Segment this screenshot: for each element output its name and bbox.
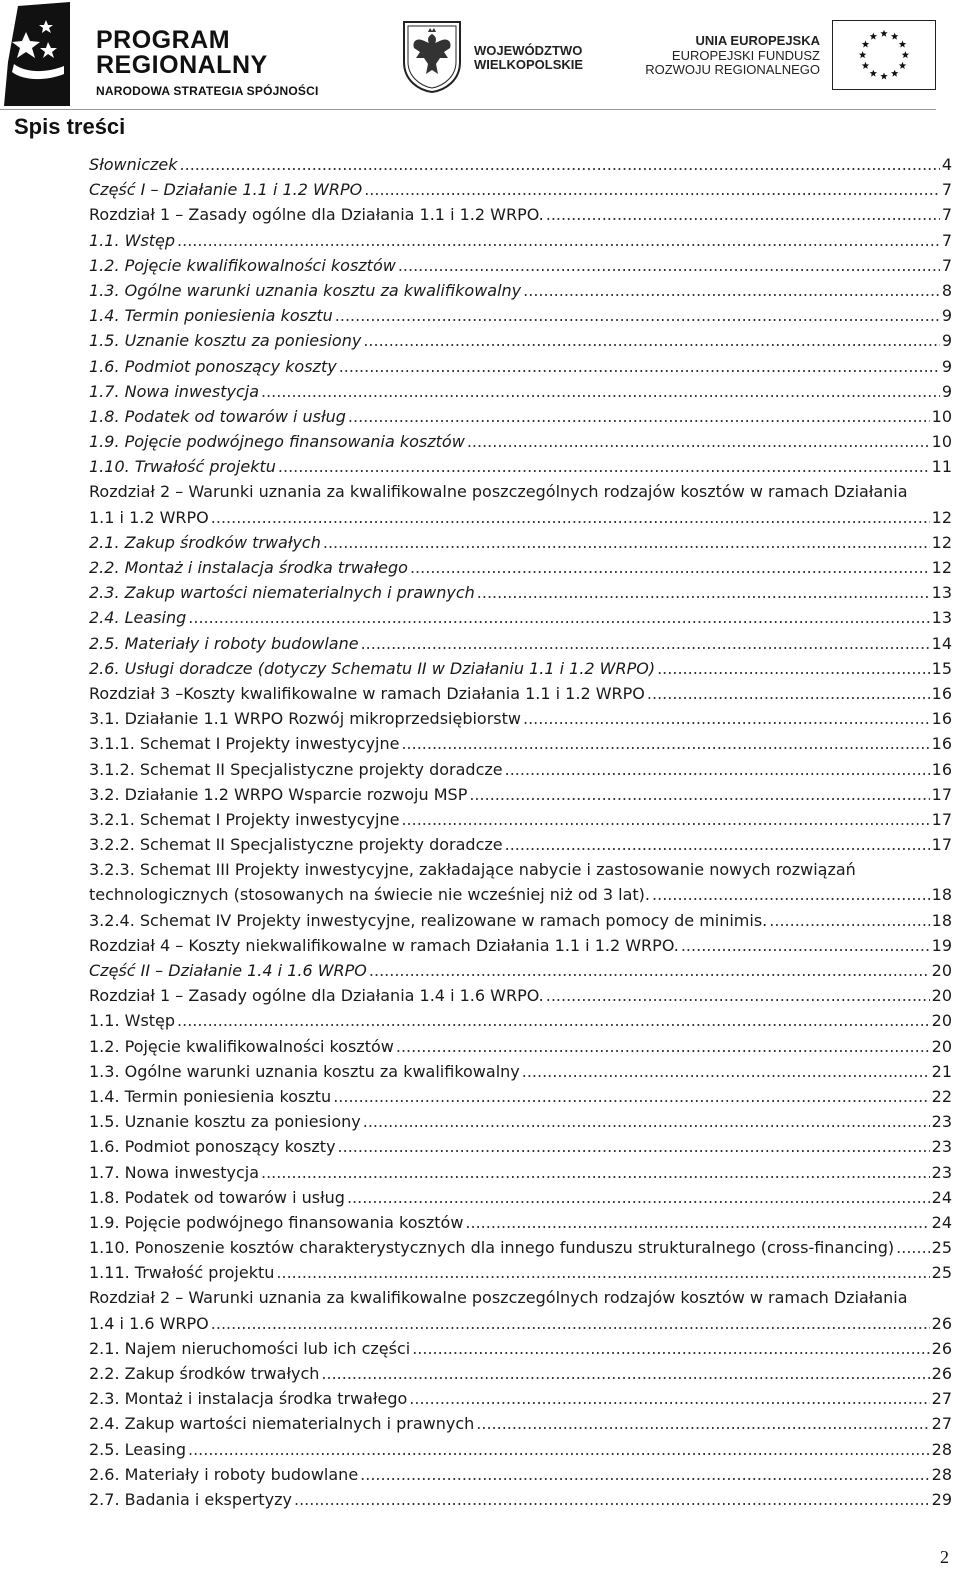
toc-entry-title: 3.2. Działanie 1.2 WRPO Wsparcie rozwoju MSP [89, 784, 468, 804]
toc-entry-leader [401, 807, 929, 832]
toc-entry-title: 1.1 i 1.2 WRPO [89, 507, 209, 527]
toc-entry-title: 1.10. Ponoszenie kosztów charakterystycznych dla innego funduszu strukturalnego (cross-financing) [89, 1238, 895, 1258]
toc-entry-page: 18 [931, 885, 952, 905]
toc-entry-page: 12 [931, 532, 952, 552]
toc-entry[interactable] [89, 328, 952, 353]
toc-entry[interactable] [89, 479, 952, 504]
eu-star-icon [899, 40, 906, 47]
toc-entry-leader [211, 1311, 930, 1336]
toc-entry[interactable] [89, 1411, 952, 1436]
toc-entry-leader [364, 177, 940, 202]
toc-entry[interactable] [89, 1260, 952, 1285]
eu-star-icon [891, 33, 898, 40]
wielkopolska-crest-icon [400, 18, 464, 94]
toc-entry-leader [657, 656, 930, 681]
toc-entry[interactable] [89, 605, 952, 630]
toc-entry-leader [177, 1008, 930, 1033]
toc-entry-leader [261, 1160, 930, 1185]
toc-entry-leader [769, 908, 929, 933]
toc-entry[interactable] [89, 202, 952, 227]
toc-entry-leader [363, 1109, 930, 1134]
toc-entry-page: 10 [931, 406, 952, 426]
program-regionalny-logo [4, 2, 72, 106]
toc-entry-leader [896, 1235, 929, 1260]
toc-entry-title: 3.1.1. Schemat I Projekty inwestycyjne [89, 734, 400, 754]
toc-entry-page: 13 [931, 608, 952, 628]
toc-entry-title: 2.6. Materiały i roboty budowlane [89, 1464, 359, 1484]
toc-entry[interactable] [89, 1437, 952, 1462]
toc-entry[interactable] [89, 1185, 952, 1210]
toc-entry-title: 1.7. Nowa inwestycja [89, 381, 259, 401]
toc-entry[interactable] [89, 681, 952, 706]
toc-entry[interactable] [89, 832, 952, 857]
eu-flag-icon [832, 20, 936, 90]
toc-entry-leader [333, 1084, 929, 1109]
toc-entry-page: 18 [931, 910, 952, 930]
toc-entry[interactable] [89, 1487, 952, 1512]
toc-entry[interactable] [89, 1134, 952, 1159]
toc-entry[interactable] [89, 228, 952, 253]
toc-entry-page: 26 [931, 1364, 952, 1383]
toc-entry-leader [276, 1260, 929, 1285]
toc-entry[interactable] [89, 958, 952, 983]
toc-entry-title: 2.7. Badania i ekspertyzy [89, 1489, 292, 1509]
toc-entry-page: 9 [941, 306, 952, 326]
toc-entry-leader [339, 354, 940, 379]
toc-entry-page: 25 [931, 1238, 952, 1258]
program-regionalny-text [96, 28, 319, 98]
toc-entry[interactable] [89, 731, 952, 756]
toc-entry-leader [398, 253, 940, 278]
toc-entry-leader [180, 152, 940, 177]
toc-entry[interactable] [89, 757, 952, 782]
toc-entry-leader [546, 202, 940, 227]
toc-entry-title: 1.2. Pojęcie kwalifikowalności kosztów [89, 255, 396, 275]
toc-entry-title: technologicznych (stosowanych na świecie nie wcześniej niż od 3 lat). [89, 885, 651, 905]
toc-entry-title: Rozdział 3 –Koszty kwalifikowalne w ramach Działania 1.1 i 1.2 WRPO [89, 683, 645, 703]
eu-star-icon [880, 30, 887, 37]
toc-entry-title: 1.4. Termin poniesienia kosztu [89, 1086, 332, 1106]
toc-entry-leader [323, 530, 930, 555]
toc-entry-title: 2.4. Leasing [89, 608, 187, 628]
toc-entry[interactable] [89, 1084, 952, 1109]
toc-entry-leader [465, 1210, 929, 1235]
page-number: 2 [940, 1547, 949, 1567]
toc-entry-leader [278, 454, 930, 479]
toc-entry-leader [681, 933, 930, 958]
toc-entry[interactable] [89, 1336, 952, 1361]
toc-entry-title: 1.9. Pojęcie podwójnego finansowania kosztów [89, 1212, 464, 1232]
toc-entry-title: 1.8. Podatek od towarów i usług [89, 1187, 345, 1207]
toc-entry[interactable] [89, 1235, 952, 1260]
toc-entry-title: 2.6. Usługi doradcze (dotyczy Schematu II w Działaniu 1.1 i 1.2 WRPO) [89, 658, 656, 678]
toc-entry-title: 2.2. Zakup środków trwałych [89, 1364, 320, 1383]
toc-entry[interactable] [89, 505, 952, 530]
toc-entry-title: 2.5. Leasing [89, 1439, 186, 1459]
toc-entry-leader [338, 1134, 930, 1159]
toc-entry[interactable] [89, 1059, 952, 1084]
header-divider [0, 109, 936, 110]
toc-entry-page: 7 [941, 255, 952, 275]
toc-entry[interactable] [89, 530, 952, 555]
eu-star-icon [859, 51, 866, 58]
toc-entry-page: 23 [931, 1137, 952, 1157]
toc-entry-title: Rozdział 1 – Zasady ogólne dla Działania 1.4 i 1.6 WRPO. [89, 986, 544, 1006]
toc-entry[interactable] [89, 303, 952, 328]
toc-entry-page: 10 [931, 432, 952, 452]
toc-entry[interactable] [89, 656, 952, 681]
toc-entry[interactable] [89, 1210, 952, 1235]
toc-entry-title: 3.2.2. Schemat II Specjalistyczne projekty doradcze [89, 835, 503, 855]
eu-line-1: UNIA EUROPEJSKA [695, 33, 820, 48]
toc-entry[interactable] [89, 782, 952, 807]
eu-star-icon [862, 62, 869, 69]
toc-entry-page: 20 [931, 1036, 952, 1056]
toc-entry-leader [211, 505, 930, 530]
toc-entry-page: 29 [931, 1489, 952, 1509]
toc-entry-title: 3.2.4. Schemat IV Projekty inwestycyjne, realizowane w ramach pomocy de minimis. [89, 910, 768, 930]
toc-entry-title: 1.3. Ogólne warunki uznania kosztu za kwalifikowalny [89, 1061, 520, 1081]
toc-entry-page: 9 [941, 381, 952, 401]
toc-entry[interactable] [89, 580, 952, 605]
toc-entry-page: 9 [941, 356, 952, 376]
toc-entry[interactable] [89, 555, 952, 580]
toc-entry-page: 19 [931, 935, 952, 955]
eu-star-icon [870, 33, 877, 40]
toc-entry[interactable] [89, 807, 952, 832]
toc-entry-title: 3.1.2. Schemat II Specjalistyczne projekty doradcze [89, 759, 503, 779]
toc-entry-title: Rozdział 2 – Warunki uznania za kwalifikowalne poszczególnych rodzajów kosztów w ramach Działania [89, 1288, 908, 1308]
eu-line-2: EUROPEJSKI FUNDUSZ [671, 47, 820, 63]
toc-entry-page: 4 [941, 155, 952, 174]
toc-entry-title: 1.2. Pojęcie kwalifikowalności kosztów [89, 1036, 394, 1056]
program-line-1: PROGRAM [96, 26, 231, 54]
toc-entry[interactable] [89, 253, 952, 278]
toc-entry-title: 1.3. Ogólne warunki uznania kosztu za kwalifikowalny [89, 280, 522, 300]
toc-entry-page: 27 [931, 1389, 952, 1409]
toc-entry[interactable] [89, 429, 952, 454]
toc-entry-leader [396, 1034, 930, 1059]
toc-entry-title: 3.2.3. Schemat III Projekty inwestycyjne, zakładające nabycie i zastosowanie nowych rozwiązań [89, 860, 856, 880]
toc-entry-page: 9 [941, 331, 952, 351]
toc-entry-page: 23 [931, 1162, 952, 1182]
toc-entry-page: 28 [931, 1439, 952, 1459]
toc-entry-leader [505, 757, 930, 782]
toc-entry-page: 22 [931, 1086, 952, 1106]
toc-entry-leader [361, 631, 930, 656]
toc-entry-title: Rozdział 4 – Koszty niekwalifikowalne w ramach Działania 1.1 i 1.2 WRPO. [89, 935, 679, 955]
toc-entry-title: Rozdział 1 – Zasady ogólne dla Działania 1.1 i 1.2 WRPO. [89, 205, 544, 225]
toc-entry[interactable] [89, 1034, 952, 1059]
toc-entry[interactable] [89, 1008, 952, 1033]
toc-entry-page: 12 [931, 558, 952, 577]
toc-entry[interactable] [89, 1462, 952, 1487]
eu-star-icon [902, 51, 909, 58]
toc-entry-leader [476, 1411, 929, 1436]
toc-entry-page: 21 [931, 1061, 952, 1081]
toc-entry-leader [347, 1185, 930, 1210]
table-of-contents [89, 152, 952, 1512]
toc-entry[interactable] [89, 933, 952, 958]
toc-entry-title: 2.5. Materiały i roboty budowlane [89, 633, 359, 653]
toc-entry[interactable] [89, 278, 952, 303]
eu-star-icon [870, 70, 877, 77]
toc-entry-title: 2.3. Montaż i instalacja środka trwałego [89, 1389, 408, 1409]
toc-entry-page: 16 [931, 759, 952, 779]
toc-entry-title: Słowniczek [89, 155, 178, 174]
toc-entry-leader [294, 1487, 930, 1512]
toc-entry-leader [477, 580, 930, 605]
program-line-3: NARODOWA STRATEGIA SPÓJNOŚCI [96, 84, 319, 98]
toc-entry-leader [369, 958, 930, 983]
toc-entry-page: 25 [931, 1263, 952, 1283]
toc-entry[interactable] [89, 379, 952, 404]
toc-entry[interactable] [89, 983, 952, 1008]
voivodeship-line-1: WOJEWÓDZTWO [474, 43, 583, 58]
toc-entry-leader [412, 1336, 929, 1361]
toc-entry-leader [188, 1437, 930, 1462]
toc-entry-leader [652, 882, 930, 907]
toc-entry-title: 1.10. Trwałość projektu [89, 457, 276, 477]
toc-entry-page: 24 [931, 1212, 952, 1232]
toc-entry-page: 20 [931, 1011, 952, 1031]
toc-entry-leader [505, 832, 930, 857]
toc-entry-leader [523, 706, 930, 731]
toc-entry-page: 11 [931, 457, 952, 477]
toc-entry[interactable] [89, 1109, 952, 1134]
eu-star-icon [891, 70, 898, 77]
toc-entry-leader [348, 404, 930, 429]
toc-entry-leader [360, 1462, 929, 1487]
toc-entry[interactable] [89, 354, 952, 379]
toc-entry-title: 1.8. Podatek od towarów i usług [89, 406, 346, 426]
toc-entry-title: 1.9. Pojęcie podwójnego finansowania kosztów [89, 432, 465, 452]
toc-entry-page: 24 [931, 1187, 952, 1207]
toc-entry-title: 1.4. Termin poniesienia kosztu [89, 306, 333, 326]
toc-entry[interactable] [89, 1361, 952, 1386]
toc-entry-title: 1.5. Uznanie kosztu za poniesiony [89, 331, 362, 351]
toc-entry-title: 1.1. Wstęp [89, 1011, 176, 1031]
toc-entry[interactable] [89, 1386, 952, 1411]
toc-entry-title: 3.2.1. Schemat I Projekty inwestycyjne [89, 809, 400, 829]
toc-entry-title: 1.1. Wstęp [89, 230, 176, 250]
toc-entry[interactable] [89, 1160, 952, 1185]
toc-entry-title: 1.6. Podmiot ponoszący koszty [89, 1137, 336, 1157]
toc-entry-title: 3.1. Działanie 1.1 WRPO Rozwój mikroprzedsiębiorstw [89, 709, 521, 729]
toc-entry-page: 7 [941, 205, 952, 225]
toc-entry[interactable] [89, 177, 952, 202]
toc-entry-leader [469, 782, 929, 807]
toc-entry-title: 2.4. Zakup wartości niematerialnych i prawnych [89, 1414, 475, 1434]
toc-entry-leader [261, 379, 940, 404]
toc-entry-page: 27 [931, 1414, 952, 1434]
toc-entry-page: 26 [931, 1313, 952, 1333]
toc-entry-leader [523, 278, 940, 303]
toc-entry-title: 2.3. Zakup wartości niematerialnych i prawnych [89, 583, 475, 603]
toc-entry[interactable] [89, 454, 952, 479]
toc-entry-page: 17 [931, 809, 952, 829]
toc-entry-title: Część I – Działanie 1.1 i 1.2 WRPO [89, 180, 363, 200]
toc-entry-leader [401, 731, 929, 756]
eu-fund-text [630, 34, 820, 78]
toc-entry-leader [467, 429, 930, 454]
toc-entry[interactable] [89, 404, 952, 429]
toc-entry-title: Część II – Działanie 1.4 i 1.6 WRPO [89, 961, 367, 980]
toc-entry-title: 1.11. Trwałość projektu [89, 1263, 275, 1283]
toc-entry-page: 7 [941, 230, 952, 250]
toc-entry-title: 2.1. Najem nieruchomości lub ich części [89, 1338, 411, 1358]
toc-entry-page: 17 [931, 784, 952, 804]
toc-entry-page: 16 [931, 734, 952, 754]
toc-entry-page: 7 [941, 180, 952, 200]
toc-entry-page: 14 [931, 633, 952, 653]
toc-entry-leader [321, 1361, 929, 1386]
toc-entry-page: 13 [931, 583, 952, 603]
toc-entry-leader [335, 303, 940, 328]
toc-entry[interactable] [89, 882, 952, 907]
toc-title: Spis treści [14, 114, 126, 139]
toc-entry[interactable] [89, 1311, 952, 1336]
toc-entry-page: 12 [931, 507, 952, 527]
toc-entry-title: 1.4 i 1.6 WRPO [89, 1313, 209, 1333]
toc-entry-page: 23 [931, 1112, 952, 1132]
toc-entry[interactable] [89, 152, 952, 177]
toc-entry-leader [409, 1386, 929, 1411]
toc-entry-page: 16 [931, 683, 952, 703]
eu-star-icon [880, 72, 887, 79]
voivodeship-text [474, 44, 583, 72]
toc-entry-title: Rozdział 2 – Warunki uznania za kwalifikowalne poszczególnych rodzajów kosztów w ramach Działania [89, 482, 908, 502]
toc-entry[interactable] [89, 857, 952, 882]
toc-entry-title: 1.6. Podmiot ponoszący koszty [89, 356, 337, 376]
toc-entry-page: 20 [931, 986, 952, 1006]
toc-entry-page: 28 [931, 1464, 952, 1484]
toc-entry[interactable] [89, 908, 952, 933]
toc-entry-leader [546, 983, 930, 1008]
toc-entry-page: 20 [931, 961, 952, 980]
page-header [0, 0, 960, 112]
toc-entry-title: 2.2. Montaż i instalacja środka trwałego [89, 558, 408, 577]
toc-entry-page: 15 [931, 658, 952, 678]
eu-star-icon [899, 62, 906, 69]
toc-entry-title: 1.7. Nowa inwestycja [89, 1162, 259, 1182]
toc-entry-page: 17 [931, 835, 952, 855]
toc-entry[interactable] [89, 706, 952, 731]
toc-entry-page: 8 [941, 280, 952, 300]
toc-entry-leader [188, 605, 929, 630]
toc-entry-leader [363, 328, 939, 353]
toc-entry-page: 26 [931, 1338, 952, 1358]
toc-entry[interactable] [89, 1285, 952, 1310]
toc-entry-leader [522, 1059, 930, 1084]
toc-entry-leader [410, 555, 930, 580]
eu-line-3: ROZWOJU REGIONALNEGO [645, 62, 820, 77]
toc-entry-title: 1.5. Uznanie kosztu za poniesiony [89, 1112, 361, 1132]
toc-entry-leader [177, 228, 940, 253]
program-line-2: REGIONALNY [96, 51, 268, 79]
toc-entry-title: 2.1. Zakup środków trwałych [89, 532, 321, 552]
toc-entry[interactable] [89, 631, 952, 656]
eu-star-icon [862, 40, 869, 47]
toc-entry-leader [647, 681, 930, 706]
toc-entry-page: 16 [931, 709, 952, 729]
voivodeship-line-2: WIELKOPOLSKIE [474, 57, 584, 72]
